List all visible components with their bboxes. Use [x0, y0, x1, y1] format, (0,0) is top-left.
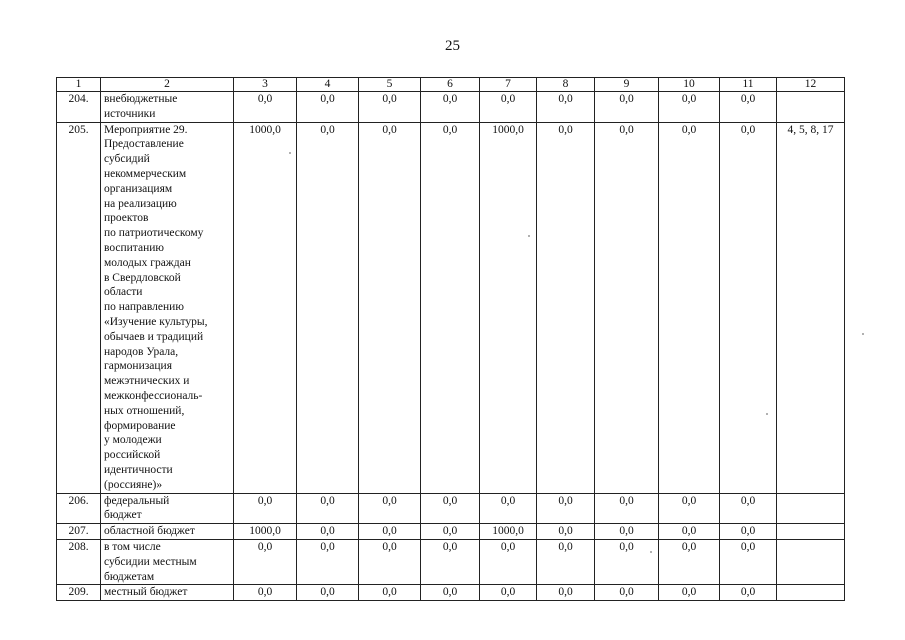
target-indicators-cell [777, 539, 845, 584]
description-line: источники [104, 107, 156, 120]
value-cell: 0,0 [537, 493, 595, 524]
value-cell: 0,0 [537, 524, 595, 540]
column-header: 3 [234, 78, 297, 92]
value-cell: 0,0 [480, 585, 537, 601]
description-line: (россияне)» [104, 478, 163, 491]
value-cell: 0,0 [595, 524, 659, 540]
table-row [57, 539, 845, 584]
value-cell: 0,0 [421, 92, 480, 123]
value-cell: 0,0 [659, 539, 720, 584]
value-cell: 0,0 [720, 539, 777, 584]
column-header: 11 [720, 78, 777, 92]
description-line: обычаев и традиций [104, 330, 204, 343]
target-indicators-cell [777, 524, 845, 540]
description-line: формирование [104, 419, 176, 432]
description-line: области [104, 286, 143, 299]
value-cell: 1000,0 [234, 524, 297, 540]
description-line: идентичности [104, 463, 173, 476]
value-cell: 0,0 [537, 585, 595, 601]
row-description [101, 92, 234, 123]
description-line: федеральный [104, 494, 170, 507]
scan-speck [528, 235, 530, 237]
value-cell: 0,0 [297, 524, 359, 540]
value-cell: 0,0 [595, 92, 659, 123]
value-cell: 0,0 [234, 585, 297, 601]
value-cell: 0,0 [297, 122, 359, 493]
value-cell: 0,0 [421, 524, 480, 540]
table-row [57, 524, 845, 540]
description-line: по патриотическому [104, 227, 204, 240]
value-cell: 0,0 [359, 524, 421, 540]
value-cell: 0,0 [659, 122, 720, 493]
value-cell: 1000,0 [480, 122, 537, 493]
column-number-row [57, 78, 845, 92]
row-number: 204. [57, 92, 101, 123]
row-number: 209. [57, 585, 101, 601]
value-cell: 0,0 [359, 585, 421, 601]
value-cell: 0,0 [359, 122, 421, 493]
scan-speck [650, 551, 652, 553]
description-line: внебюджетные [104, 93, 178, 105]
value-cell: 0,0 [297, 92, 359, 123]
budget-table [56, 77, 845, 601]
value-cell: 0,0 [421, 585, 480, 601]
value-cell: 0,0 [659, 493, 720, 524]
value-cell: 0,0 [537, 122, 595, 493]
value-cell: 0,0 [659, 524, 720, 540]
column-header: 9 [595, 78, 659, 92]
row-description [101, 493, 234, 524]
column-header: 12 [777, 78, 845, 92]
target-indicators-cell: 4, 5, 8, 17 [777, 122, 845, 493]
value-cell: 0,0 [659, 92, 720, 123]
value-cell: 0,0 [720, 493, 777, 524]
value-cell: 0,0 [480, 92, 537, 123]
row-number: 205. [57, 122, 101, 493]
table-row [57, 585, 845, 601]
column-header: 6 [421, 78, 480, 92]
row-number: 206. [57, 493, 101, 524]
description-line: по направлению [104, 301, 184, 314]
value-cell: 0,0 [421, 493, 480, 524]
column-header: 10 [659, 78, 720, 92]
value-cell: 0,0 [234, 539, 297, 584]
description-line: молодых граждан [104, 256, 191, 269]
scan-speck [862, 333, 864, 335]
column-header: 5 [359, 78, 421, 92]
description-line: некоммерческим [104, 167, 187, 180]
description-line: в Свердловской [104, 271, 181, 284]
scan-speck [289, 152, 291, 154]
value-cell: 0,0 [720, 92, 777, 123]
value-cell: 0,0 [421, 122, 480, 493]
description-line: межэтнических и [104, 375, 190, 388]
value-cell: 0,0 [297, 539, 359, 584]
description-line: субсидий [104, 153, 150, 166]
description-line: народов Урала, [104, 345, 179, 358]
scan-speck [766, 413, 768, 415]
value-cell: 1000,0 [234, 122, 297, 493]
value-cell: 0,0 [359, 92, 421, 123]
value-cell: 0,0 [480, 539, 537, 584]
value-cell: 0,0 [595, 539, 659, 584]
row-description [101, 539, 234, 584]
description-line: российской [104, 449, 161, 462]
value-cell: 0,0 [359, 539, 421, 584]
row-number: 207. [57, 524, 101, 540]
table-row [57, 122, 845, 493]
description-line: субсидии местным [104, 555, 197, 568]
value-cell: 1000,0 [480, 524, 537, 540]
description-line: организациям [104, 182, 173, 195]
row-description [101, 585, 234, 601]
value-cell: 0,0 [537, 539, 595, 584]
value-cell: 0,0 [595, 493, 659, 524]
target-indicators-cell [777, 92, 845, 123]
table-row [57, 493, 845, 524]
column-header: 2 [101, 78, 234, 92]
description-line: Предоставление [104, 138, 184, 151]
column-header: 7 [480, 78, 537, 92]
column-header: 1 [57, 78, 101, 92]
description-line: на реализацию [104, 197, 177, 210]
value-cell: 0,0 [359, 493, 421, 524]
description-line: межконфессиональ- [104, 389, 203, 402]
description-line: бюджет [104, 509, 142, 522]
value-cell: 0,0 [480, 493, 537, 524]
value-cell: 0,0 [595, 585, 659, 601]
row-number: 208. [57, 539, 101, 584]
table-body [57, 92, 845, 601]
value-cell: 0,0 [720, 585, 777, 601]
description-line: в том числе [104, 540, 161, 553]
value-cell: 0,0 [234, 92, 297, 123]
value-cell: 0,0 [421, 539, 480, 584]
row-description [101, 122, 234, 493]
value-cell: 0,0 [720, 122, 777, 493]
description-line: ных отношений, [104, 404, 185, 417]
column-header: 4 [297, 78, 359, 92]
value-cell: 0,0 [537, 92, 595, 123]
target-indicators-cell [777, 493, 845, 524]
description-line: воспитанию [104, 241, 164, 254]
value-cell: 0,0 [595, 122, 659, 493]
column-header: 8 [537, 78, 595, 92]
description-line: областной бюджет [104, 525, 195, 538]
description-line: бюджетам [104, 570, 155, 583]
value-cell: 0,0 [297, 585, 359, 601]
description-line: «Изучение культуры, [104, 315, 208, 328]
description-line: у молодежи [104, 434, 162, 447]
table-row [57, 92, 845, 123]
description-line: гармонизация [104, 360, 172, 373]
value-cell: 0,0 [659, 585, 720, 601]
description-line: местный бюджет [104, 586, 188, 599]
page-number: 25 [445, 38, 460, 54]
value-cell: 0,0 [720, 524, 777, 540]
value-cell: 0,0 [234, 493, 297, 524]
target-indicators-cell [777, 585, 845, 601]
value-cell: 0,0 [297, 493, 359, 524]
description-line: проектов [104, 212, 149, 225]
row-description [101, 524, 234, 540]
description-line: Мероприятие 29. [104, 123, 188, 136]
